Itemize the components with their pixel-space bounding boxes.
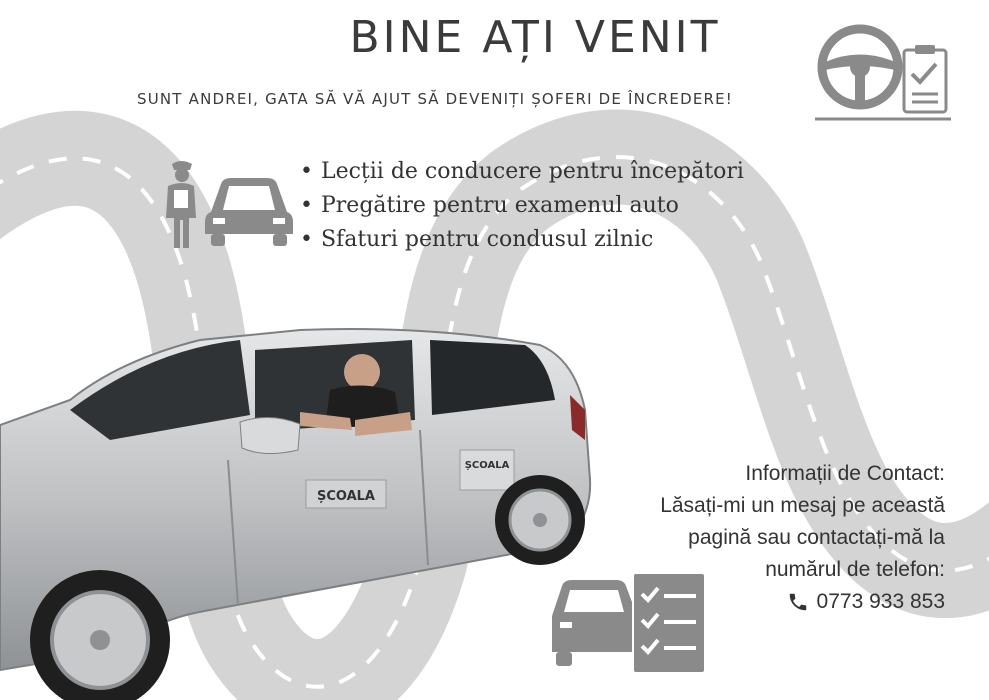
service-item: • Sfaturi pentru condusul zilnic (300, 227, 654, 252)
contact-heading: Informații de Contact: (745, 462, 945, 485)
clipboard-check-icon (902, 44, 948, 114)
car-photo (0, 320, 600, 700)
contact-line: numărul de telefon: (765, 558, 945, 581)
instructor-icon (162, 158, 200, 250)
door-sign: ȘCOALA (316, 489, 376, 504)
page-subtitle: SUNT ANDREI, GATA SĂ VĂ AJUT SĂ DEVENIȚI ȘOFERI DE ÎNCREDERE! (136, 90, 734, 108)
contact-line: Lăsați-mi un mesaj pe această (660, 494, 945, 517)
page-title: BINE AȚI VENIT (349, 12, 721, 63)
rear-door-sign: ȘCOALA (464, 460, 510, 471)
car-checklist-icon (548, 572, 708, 674)
contact-line: pagină sau contactați-mă la (688, 526, 945, 549)
service-item: • Lecții de conducere pentru începători (300, 159, 744, 184)
phone-number[interactable]: 0773 933 853 (816, 590, 945, 613)
service-item: • Pregătire pentru examenul auto (300, 193, 679, 218)
phone-icon (787, 591, 809, 613)
car-icon (203, 172, 295, 248)
services-list (300, 155, 744, 257)
